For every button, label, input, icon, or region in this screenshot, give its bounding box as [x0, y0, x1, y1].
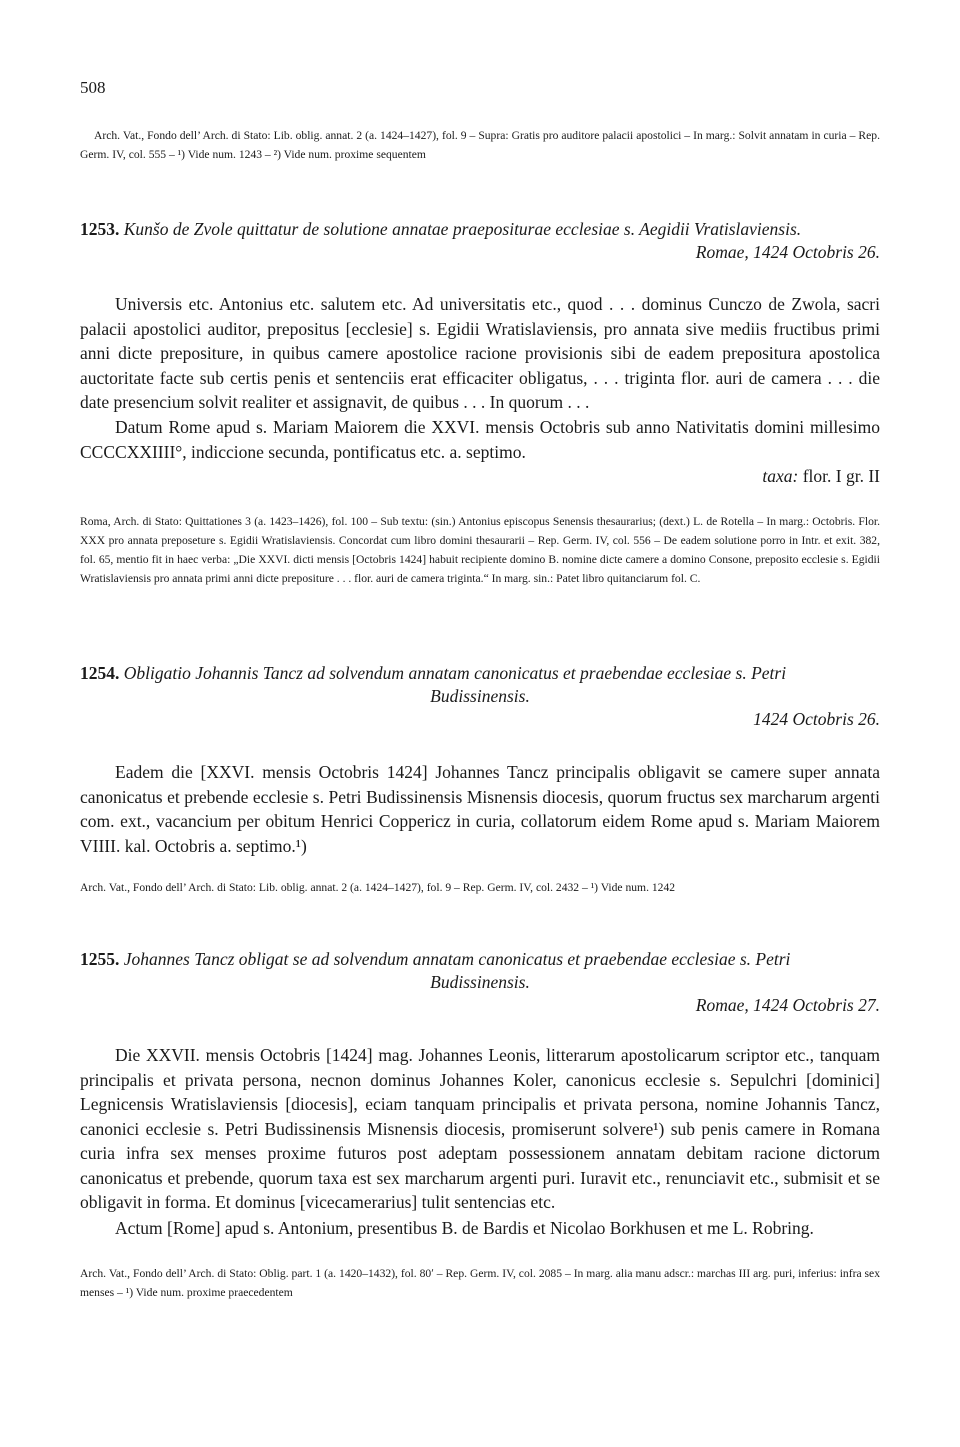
entry-title-text: Kunšo de Zvole quittatur de solutione annatae praepositurae ecclesiae s. Aegidii Vratislaviensis.: [123, 219, 802, 239]
top-footnote: Arch. Vat., Fondo dell’ Arch. di Stato: Lib. oblig. annat. 2 (a. 1424–1427), fol. 9 – Supra: Gratis pro auditore palacii apostolici – In marg.: Solvit annatam in curia – Rep. Germ. IV, col. 555 – ¹) Vide num. 1243 – ²) Vide num. proxime sequentem: [80, 129, 880, 161]
entry-1255-paragraph-2: Actum [Rome] apud s. Antonium, presentibus B. de Bardis et Nicolao Borkhusen et me L. Robring.: [115, 1218, 814, 1238]
entry-1253-paragraph-1: Universis etc. Antonius etc. salutem etc. Ad universitatis etc., quod . . . dominus Cunczo de Zwola, sacri palacii apostolici auditor, prepositus [ecclesie] s. Egidii Wratislaviensis, pro annata sive mediis fructibus primi anni dicte prepositure, in quibus camere apostolice racione provisionis sibi de eadem prepositura apostolica auctoritate facte sub certis penis et sentenciis erat efficaciter obligatus, . . . triginta flor. auri de camera . . . die date presencium solvit realiter et assignavit, de quibus . . . In quorum . . .: [80, 294, 880, 412]
entry-number: 1254.: [80, 663, 120, 683]
entry-1255-heading: [80, 948, 880, 1017]
entry-dateline: Romae, 1424 Octobris 26.: [695, 242, 880, 262]
page-number: 508: [80, 78, 106, 97]
entry-1255-footnote: Arch. Vat., Fondo dell’ Arch. di Stato: Oblig. part. 1 (a. 1420–1432), fol. 80ʹ – Rep. Germ. IV, col. 2085 – In marg. alia manu adscr.: marchas III arg. puri, inferius: infra sex menses – ¹) Vide num. proxime praecedentem: [80, 1267, 880, 1299]
entry-dateline: Romae, 1424 Octobris 27.: [695, 995, 880, 1015]
entry-1255-paragraph-1: Die XXVII. mensis Octobris [1424] mag. Johannes Leonis, litterarum apostolicarum scriptor etc., tanquam principalis et privata persona, necnon dominus Johannes Koler, canonicus ecclesie s. Sepulchri [dominici] Legnicensis Wratislaviensis [diocesis], eciam tanquam principalis et privata persona, nomine Johannis Tancz, canonici ecclesie s. Petri Budissinensis Misnensis diocesis, promiserunt solvere¹) sub penis camere in Romana curia infra sex menses proxime futuros post adeptam possessionem annatam debitam racione dictorum canonicatus et prebende, quorum taxa est sex marcharum argenti puri. Iuravit etc., renunciavit etc., submisit et se obligavit in forma. Et dominus [vicecamerarius] tulit sentencias etc.: [80, 1045, 880, 1212]
entry-title-text: Johannes Tancz obligat se ad solvendum annatam canonicatus et praebendae ecclesiae s. Petri: [123, 949, 791, 969]
entry-dateline: 1424 Octobris 26.: [753, 709, 880, 729]
entry-1253-taxa: [80, 464, 880, 488]
entry-title-continuation: Budissinensis.: [430, 972, 530, 992]
entry-1254-paragraph-1: Eadem die [XXVI. mensis Octobris 1424] Johannes Tancz principalis obligavit se camere super annata canonicatus et prebende ecclesie s. Petri Budissinensis Misnensis diocesis, quorum fructus sex marcharum argenti com. ext., vacancium per obitum Henrici Coppericz in curia, collatorum eidem Rome apud s. Mariam Maiorem VIIII. kal. Octobris a. septimo.¹): [80, 762, 880, 856]
entry-1253-paragraph-2: Datum Rome apud s. Mariam Maiorem die XXVI. mensis Octobris sub anno Nativitatis domini millesimo CCCCXXIIII°, indiccione secunda, pontificatus etc. a. septimo.: [80, 417, 880, 462]
entry-title: [80, 218, 880, 241]
entry-1254-heading: [80, 662, 880, 731]
taxa-value: flor. I gr. II: [802, 466, 880, 486]
entry-title-text: Obligatio Johannis Tancz ad solvendum annatam canonicatus et praebendae ecclesiae s. Petri: [123, 663, 787, 683]
taxa-label: taxa:: [762, 466, 799, 486]
entry-number: 1255.: [80, 949, 120, 969]
entry-title: [80, 948, 880, 994]
entry-number: 1253.: [80, 219, 120, 239]
entry-1253-heading: [80, 218, 880, 264]
entry-title: [80, 662, 880, 708]
entry-title-continuation: Budissinensis.: [430, 686, 530, 706]
entry-1254-footnote: Arch. Vat., Fondo dell’ Arch. di Stato: Lib. oblig. annat. 2 (a. 1424–1427), fol. 9 – Rep. Germ. IV, col. 2432 – ¹) Vide num. 1242: [80, 881, 676, 894]
entry-1253-footnote: Roma, Arch. di Stato: Quittationes 3 (a. 1423–1426), fol. 100 – Sub textu: (sin.) Antonius episcopus Senensis thesaurarius; (dext.) L. de Rotella – In marg.: Octobris. Flor. XXX pro annata preposeture s. Egidii Wratislaviensis. Concordat cum libro domini thesaurarii – Rep. Germ. IV, col. 556 – De eadem solutione porro in Intr. et exit. 382, fol. 65, mentio fit in haec verba: „Die XXVI. dicti mensis [Octobris 1424] habuit recipiente domino B. nomine dicte camere a domino Consone, preposito ecclesie s. Egidii Wratislaviensis pro annata primi anni dicte prepositure . . . flor. auri de camera triginta.“ In marg. sin.: Patet libro quitanciarum fol. C.: [80, 515, 880, 585]
